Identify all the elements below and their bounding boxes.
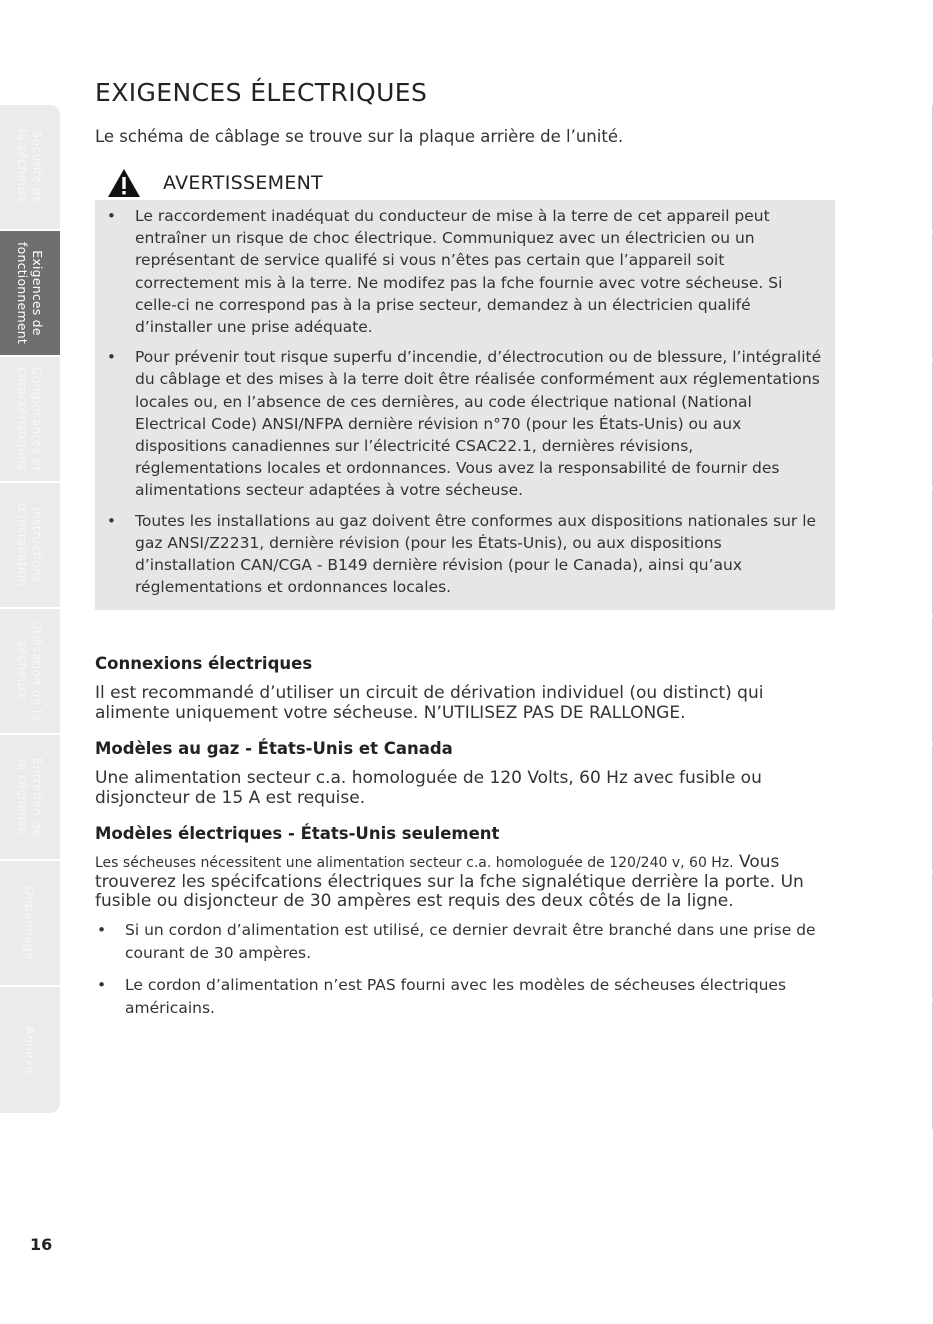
sidebar-tab-composantes[interactable] bbox=[0, 357, 60, 483]
warning-triangle-icon bbox=[107, 168, 141, 198]
warning-title: AVERTISSEMENT bbox=[163, 172, 324, 194]
section-sidebar bbox=[0, 105, 60, 1113]
warning-box bbox=[95, 200, 835, 610]
sidebar-tab-label: Dépannage bbox=[22, 886, 38, 960]
sidebar-tab-entretien[interactable] bbox=[0, 735, 60, 861]
electriques-list bbox=[95, 919, 835, 1019]
sidebar-tab-label: Entretien de la sécheuse bbox=[15, 757, 45, 837]
page-title: EXIGENCES ÉLECTRIQUES bbox=[95, 78, 428, 107]
text-electriques-rest: Vous trouverez les spécifcations électriques sur la fche signalétique derrière la porte. Un fusible ou disjoncteur de 30 ampères est requis des deux côtés de la ligne. bbox=[95, 852, 804, 912]
sidebar-tab-exigences[interactable] bbox=[0, 231, 60, 357]
sidebar-tab-label: Utilisation de la sécheuse bbox=[15, 620, 45, 722]
page-content bbox=[95, 78, 835, 1029]
sidebar-tab-label: Exigences de fonctionnement bbox=[15, 242, 45, 344]
text-electriques-small: Les sécheuses nécessitent une alimentation secteur c.a. homologuée de 120/240 v, 60 Hz. bbox=[95, 855, 734, 872]
sidebar-tab-instructions[interactable] bbox=[0, 483, 60, 609]
sidebar-tab-label: Annexe bbox=[22, 1026, 38, 1074]
sidebar-tab-label: Sécurité de la sécheuse bbox=[15, 128, 45, 206]
heading-electriques: Modèles électriques - États-Unis seulement bbox=[95, 824, 500, 844]
heading-connexions: Connexions électriques bbox=[95, 654, 313, 674]
text-electriques bbox=[95, 853, 835, 911]
intro-text: Le schéma de câblage se trouve sur la plaque arrière de l’unité. bbox=[95, 127, 624, 146]
warning-item: • Le raccordement inadéquat du conducteur de mise à la terre de cet appareil peut entraîner un risque de choc électrique. Communiquez avec un électricien ou un représentant de service qualifé si vous n’êtes pas certain que l’appareil soit correctement mis à la terre. Ne modifez pas la fche fournie avec votre sécheuse. Si celle-ci ne correspond pas à la prise secteur, demandez à un électricien qualifé d’installer une prise adéquate. bbox=[107, 205, 823, 338]
sidebar-tab-label: Composantes et caractéristiques bbox=[15, 366, 45, 472]
sidebar-tab-securite[interactable] bbox=[0, 105, 60, 231]
list-item: • Le cordon d’alimentation n’est PAS fourni avec les modèles de sécheuses électriques américains. bbox=[95, 974, 835, 1019]
text-gaz: Une alimentation secteur c.a. homologuée de 120 Volts, 60 Hz avec fusible ou disjoncteur de 15 A est requise. bbox=[95, 768, 762, 809]
sidebar-tab-label: Instructions d'installation bbox=[15, 503, 45, 587]
page-number: 16 bbox=[30, 1235, 53, 1254]
text-connexions: Il est recommandé d’utiliser un circuit de dérivation individuel (ou distinct) qui alimente uniquement votre sécheuse. N’UTILISEZ PAS DE RALLONGE. bbox=[95, 683, 764, 724]
warning-header bbox=[95, 168, 835, 198]
list-item: • Si un cordon d’alimentation est utilisé, ce dernier devrait être branché dans une prise de courant de 30 ampères. bbox=[95, 919, 835, 964]
heading-gaz: Modèles au gaz - États-Unis et Canada bbox=[95, 739, 453, 759]
warning-item: • Toutes les installations au gaz doivent être conformes aux dispositions nationales sur le gaz ANSI/Z2231, dernière révision (pour les États-Unis), ou aux dispositions d’installation CAN/CGA - B149 dernière révision (pour le Canada), ainsi qu’aux réglementations et ordonnances locales. bbox=[107, 510, 823, 599]
sidebar-tab-annexe[interactable] bbox=[0, 987, 60, 1113]
warning-item: • Pour prévenir tout risque superfu d’incendie, d’électrocution ou de blessure, l’intégralité du câblage et des mises à la terre doit être réalisée conformément aux réglementations locales ou, en l’absence de ces dernières, au code électrique national (National Electrical Code) ANSI/NFPA dernière révision n°70 (pour les États-Unis) ou aux dispositions canadiennes sur l’électricité CSAC22.1, dernières révisions, réglementations locales et ordonnances. Vous avez la responsabilité de fournir des alimentations secteur adaptées à votre sécheuse. bbox=[107, 346, 823, 501]
sidebar-tab-depannage[interactable] bbox=[0, 861, 60, 987]
sidebar-tab-utilisation[interactable] bbox=[0, 609, 60, 735]
